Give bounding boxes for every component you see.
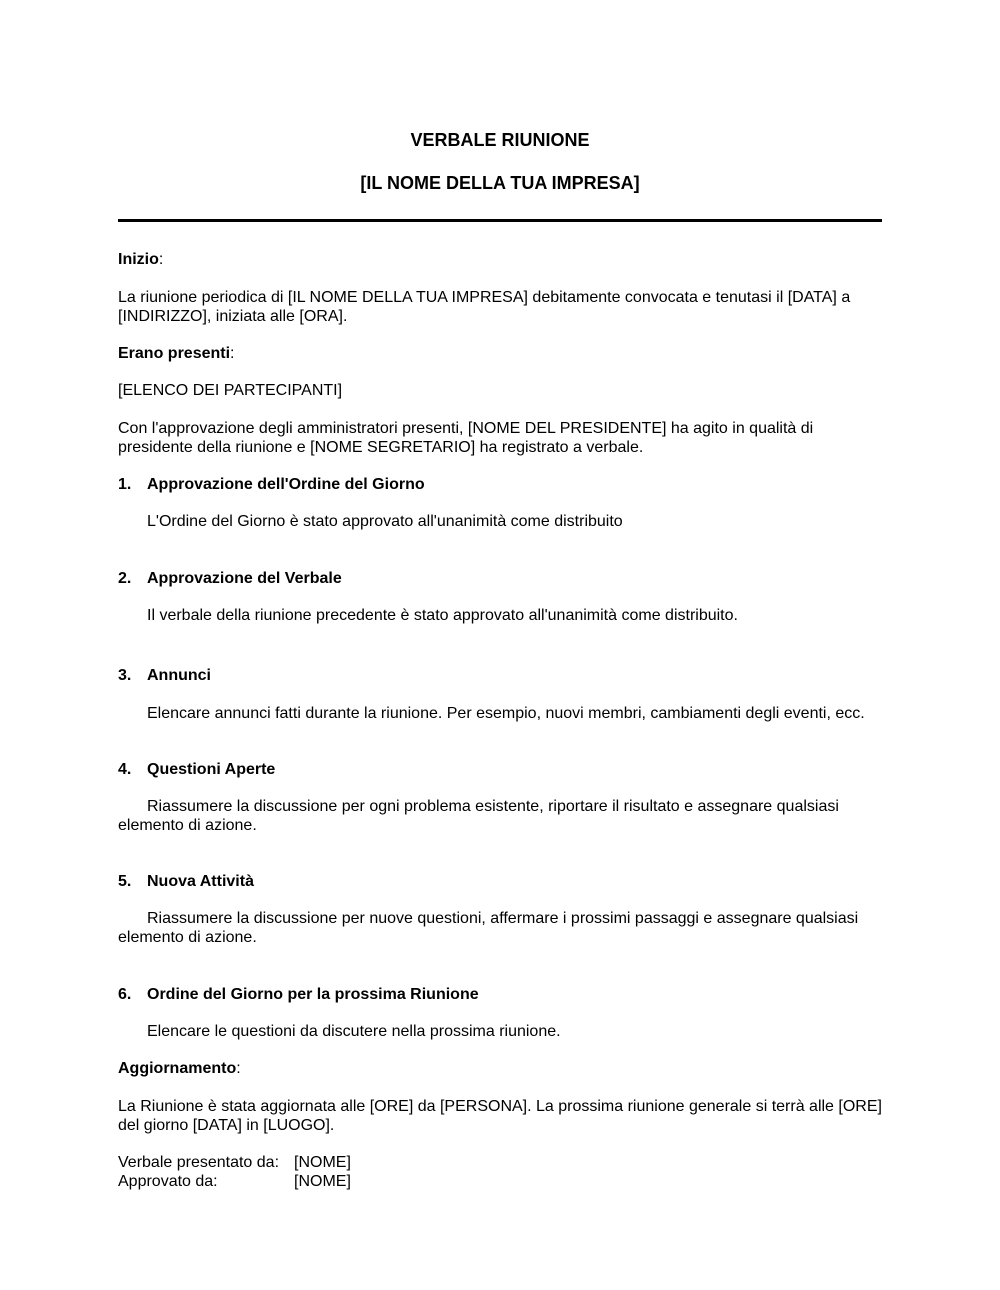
document-title: VERBALE RIUNIONE bbox=[410, 130, 590, 150]
item-body: Riassumere la discussione per ogni problema esistente, riportare il risultato e assegnare qualsiasi elemento di azione. bbox=[118, 798, 839, 834]
item-number: 6. bbox=[118, 986, 132, 1003]
aggiornamento-colon: : bbox=[236, 1060, 241, 1077]
presenti-colon: : bbox=[230, 345, 235, 362]
signoff-value: [NOME] bbox=[294, 1154, 351, 1171]
inizio-colon: : bbox=[158, 251, 164, 268]
inizio-label: Inizio bbox=[118, 251, 159, 268]
item-heading: Approvazione dell'Ordine del Giorno bbox=[147, 476, 425, 493]
presenti-heading bbox=[118, 344, 882, 363]
item-body: Elencare le questioni da discutere nella prossima riunione. bbox=[147, 1023, 561, 1040]
item-heading: Nuova Attività bbox=[147, 873, 254, 890]
aggiornamento-heading bbox=[118, 1059, 882, 1078]
inizio-heading bbox=[118, 250, 882, 269]
aggiornamento-label: Aggiornamento bbox=[118, 1060, 237, 1077]
signoff-value: [NOME] bbox=[294, 1173, 351, 1190]
participants-list: [ELENCO DEI PARTECIPANTI] bbox=[118, 382, 343, 399]
item-number: 4. bbox=[118, 761, 132, 778]
presenti-text: Con l'approvazione degli amministratori presenti, [NOME DEL PRESIDENTE] ha agito in qualità di presidente della riunione e [NOME SEGRETARIO] ha registrato a verbale. bbox=[118, 420, 814, 456]
item-heading: Ordine del Giorno per la prossima Riunione bbox=[147, 986, 479, 1003]
item-heading: Annunci bbox=[147, 667, 211, 684]
item-body: Riassumere la discussione per nuove questioni, affermare i prossimi passaggi e assegnare qualsiasi elemento di azione. bbox=[118, 910, 859, 946]
item-number: 1. bbox=[118, 476, 132, 493]
item-body: Elencare annunci fatti durante la riunione. Per esempio, nuovi membri, cambiamenti degli eventi, ecc. bbox=[147, 705, 865, 722]
aggiornamento-text: La Riunione è stata aggiornata alle [ORE] da [PERSONA]. La prossima riunione generale si terrà alle [ORE] del giorno [DATA] in [LUOGO]. bbox=[118, 1098, 882, 1134]
inizio-text: La riunione periodica di [IL NOME DELLA TUA IMPRESA] debitamente convocata e tenutasi il [DATA] a [INDIRIZZO], iniziata alle [ORA]. bbox=[118, 289, 851, 325]
item-number: 3. bbox=[118, 667, 132, 684]
company-name: [IL NOME DELLA TUA IMPRESA] bbox=[360, 173, 640, 193]
signoff-label: Approvato da: bbox=[118, 1173, 218, 1190]
item-heading: Approvazione del Verbale bbox=[147, 570, 342, 587]
signoff-label: Verbale presentato da: bbox=[118, 1154, 280, 1171]
item-body: Il verbale della riunione precedente è stato approvato all'unanimità come distribuito. bbox=[147, 607, 738, 624]
title-divider bbox=[118, 219, 882, 222]
item-heading: Questioni Aperte bbox=[147, 761, 276, 778]
presenti-label: Erano presenti bbox=[118, 345, 231, 362]
item-number: 5. bbox=[118, 873, 132, 890]
item-body: L'Ordine del Giorno è stato approvato all'unanimità come distribuito bbox=[147, 513, 623, 530]
item-number: 2. bbox=[118, 570, 132, 587]
